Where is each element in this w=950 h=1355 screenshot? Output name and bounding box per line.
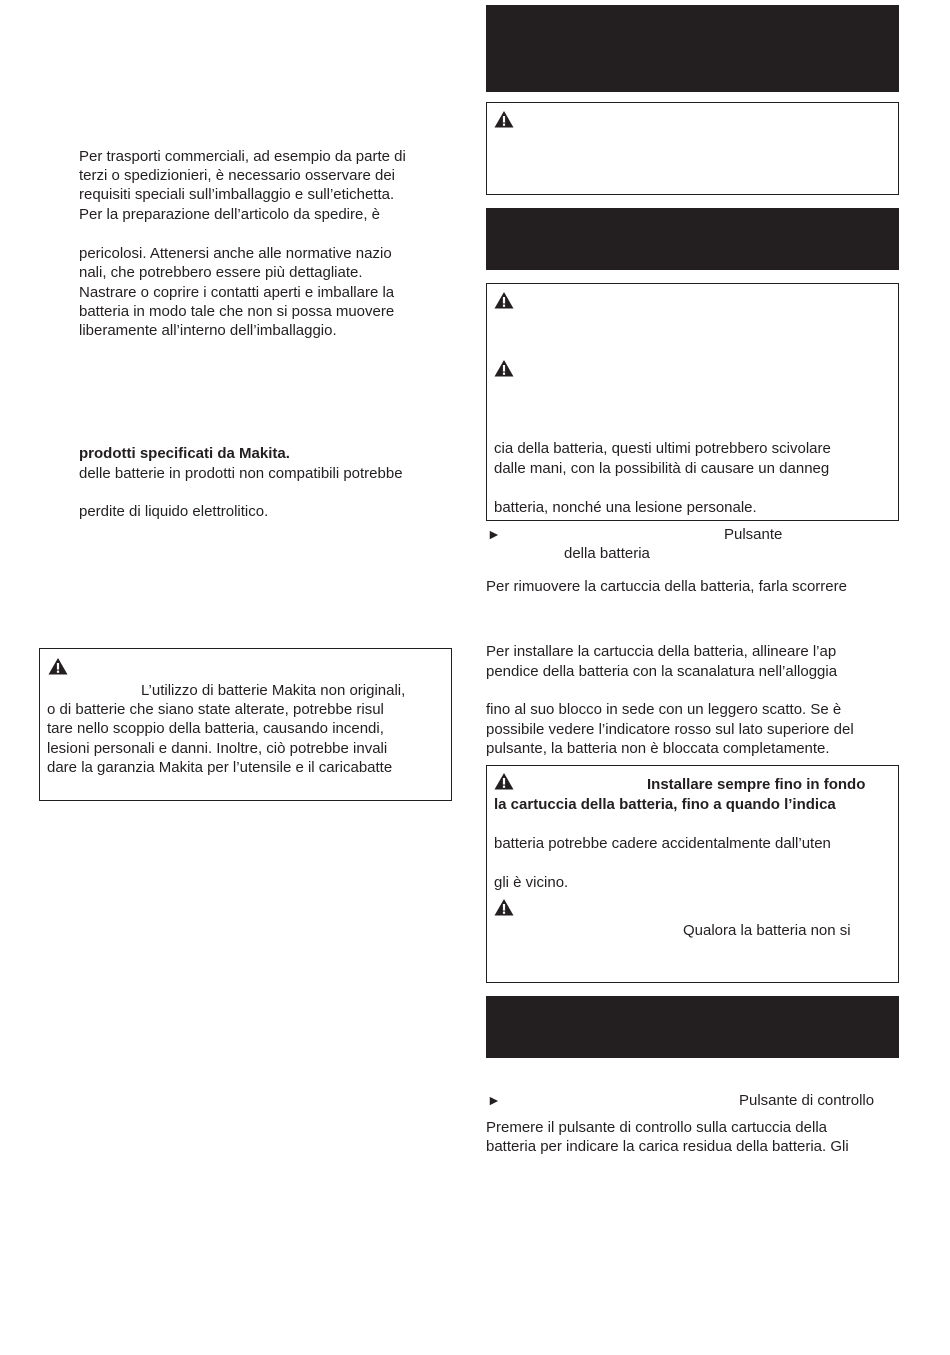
text-line: gli è vicino.	[494, 874, 569, 891]
text-line: requisiti speciali sull’imballaggio e sull’etichetta.	[79, 186, 395, 203]
warning-icon	[494, 898, 514, 916]
text-line-bold: prodotti specificati da Makita.	[79, 445, 290, 462]
pointer-arrow-icon: ►	[487, 526, 501, 542]
figure-label: Pulsante	[724, 526, 783, 543]
warning-icon	[494, 291, 514, 309]
text-line: Premere il pulsante di controllo sulla cartuccia della	[486, 1119, 828, 1136]
text-line: Per la preparazione dell’articolo da spedire, è	[79, 206, 381, 223]
section-header-bar	[486, 996, 899, 1058]
text-line: fino al suo blocco in sede con un leggero scatto. Se è	[486, 701, 842, 718]
warning-icon	[494, 359, 514, 377]
warning-icon	[494, 772, 514, 790]
text-line-bold: la cartuccia della batteria, fino a quando l’indica	[494, 796, 836, 813]
text-line: Qualora la batteria non si	[683, 922, 851, 939]
figure-label: della batteria	[564, 545, 650, 562]
text-line: Nastrare o coprire i contatti aperti e imballare la	[79, 284, 395, 301]
text-line: pulsante, la batteria non è bloccata completamente.	[486, 740, 830, 757]
text-line: possibile vedere l’indicatore rosso sul lato superiore del	[486, 721, 854, 738]
section-header-bar	[486, 5, 899, 92]
text-line: dare la garanzia Makita per l’utensile e il caricabatte	[47, 759, 393, 776]
text-line: Per trasporti commerciali, ad esempio da parte di	[79, 148, 406, 165]
text-line: o di batterie che siano state alterate, potrebbe risul	[47, 701, 384, 718]
text-line-bold: Installare sempre fino in fondo	[647, 776, 866, 793]
warning-icon	[48, 657, 68, 675]
text-line: batteria in modo tale che non si possa muovere	[79, 303, 395, 320]
text-line: Per installare la cartuccia della batteria, allineare l’ap	[486, 643, 837, 660]
caution-box-battery-handling	[486, 283, 899, 521]
text-line: perdite di liquido elettrolitico.	[79, 503, 269, 520]
text-line: nali, che potrebbero essere più dettagliate.	[79, 264, 363, 281]
text-line: liberamente all’interno dell’imballaggio.	[79, 322, 337, 339]
text-line: cia della batteria, questi ultimi potrebbero scivolare	[494, 440, 831, 457]
text-line: L’utilizzo di batterie Makita non originali,	[141, 682, 406, 699]
pointer-arrow-icon: ►	[487, 1092, 501, 1108]
text-line: delle batterie in prodotti non compatibili potrebbe	[79, 465, 403, 482]
warning-icon	[494, 110, 514, 128]
text-line: Per rimuovere la cartuccia della batteria, farla scorrere	[486, 578, 847, 595]
text-line: tare nello scoppio della batteria, causando incendi,	[47, 720, 384, 737]
text-line: pendice della batteria con la scanalatura nell’alloggia	[486, 663, 838, 680]
warning-box	[486, 102, 899, 195]
section-header-bar	[486, 208, 899, 270]
text-line: batteria potrebbe cadere accidentalmente dall’uten	[494, 835, 831, 852]
text-line: dalle mani, con la possibilità di causare un danneg	[494, 460, 830, 477]
text-line: lesioni personali e danni. Inoltre, ciò potrebbe invali	[47, 740, 388, 757]
text-line: batteria, nonché una lesione personale.	[494, 499, 757, 516]
text-line: pericolosi. Attenersi anche alle normative nazio	[79, 245, 392, 262]
text-line: batteria per indicare la carica residua della batteria. Gli	[486, 1138, 849, 1155]
text-line: terzi o spedizionieri, è necessario osservare dei	[79, 167, 395, 184]
figure-label: Pulsante di controllo	[739, 1092, 875, 1109]
